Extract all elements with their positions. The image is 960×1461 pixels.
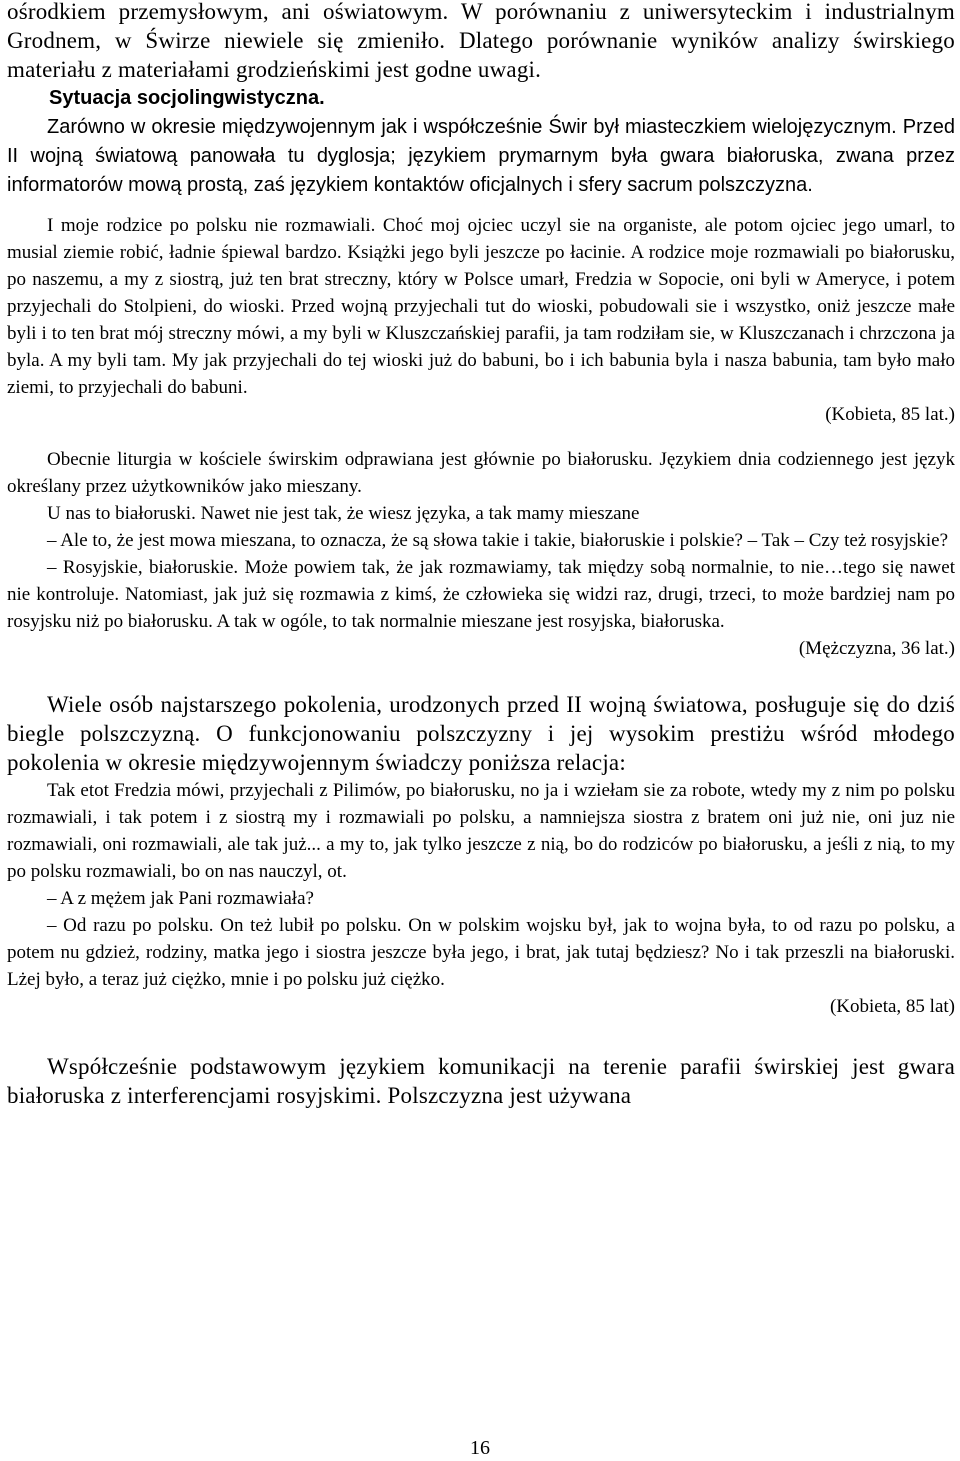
quote-2-line-c: – Rosyjskie, białoruskie. Może powiem tak, że jak rozmawiamy, tak między sobą normalnie, to nie…tego się nawet nie kontroluje. Natomiast, jak już się rozmawia z kimś, że człowieka się widzi raz, drugi, trzeci, to może bardziej nam po rosyjsku niż po białorusku. A tak w ogóle, to tak normalnie mieszane jest rosyjska, białoruska.: [7, 557, 955, 632]
intro-paragraph: ośrodkiem przemysłowym, ani oświatowym. W porównaniu z uniwersyteckim i industrialnym Grodnem, w Świrze niewiele się zmieniło. Dlatego porównanie wyników analizy świrskiego materiału z materiałami grodzieńskimi jest godne uwagi.: [7, 0, 955, 82]
quote-1-attribution: (Kobieta, 85 lat.): [825, 404, 955, 425]
quote-2-line-b: – Ale to, że jest mowa mieszana, to oznacza, że są słowa takie i takie, białoruskie i polskie? – Tak – Czy też rosyjskie?: [47, 530, 949, 551]
page-number: 16: [470, 1437, 490, 1459]
quote-3-line-a: Tak etot Fredzia mówi, przyjechali z Pilimów, po białorusku, no ja i wziełam sie za robote, wtedy my z nim po polsku rozmawiali, i tak potem i z siostrą my i rozmawiali po polsku, a namniejsza siostra z bratem oni już nie, oni juz nie rozmawiali, oni rozmawiali, ale tak już... a my to, jak tylko jeszcze z nią, bo do rodziców po białorusku, a jeśli z nią, to my po polsku rozmawiali, bo on nas nauczyl, ot.: [7, 780, 955, 882]
quote-3-line-b: – A z mężem jak Pani rozmawiała?: [47, 888, 314, 909]
quote-2-line-a: U nas to białoruski. Nawet nie jest tak, że wiesz języka, a tak mamy mieszane: [47, 503, 640, 524]
quote-3-attribution: (Kobieta, 85 lat): [829, 996, 955, 1017]
quote-2-attribution: (Mężczyzna, 36 lat.): [798, 638, 955, 659]
quote-1: I moje rodzice po polsku nie rozmawiali. Choć moj ojciec uczyl sie na organiste, ale potom ojciec jego umarl, to musial ziemie robić, ładnie śpiewal bardzo. Książki jego byli jeszcze po łacinie. A rodzice moje rozmawiali po białorusku, po naszemu, a my z siostrą, już ten brat streczny, który w Polsce umarł, Fredzia w Sopocie, oni byli w Ameryce, i potem przyjechali do Stolpieni, do wioski. Przed wojną przyjechali tut do wioski, pobudowali sie i wszystko, oniż jeszcze małe byli i to ten brat mój streczny mówi, a my byli w Kluszczańskiej parafii, ja tam rodziłam sie, w Kluszczanach i chrzczona ja byla. A my byli tam. My jak przyjechali do tej wioski już do babuni, bo i ich babunia byla i nasza babunia, tam było mało ziemi, to przyjechali do babuni.: [7, 215, 955, 398]
section-heading: Sytuacja socjolingwistyczna.: [49, 87, 325, 109]
paragraph-contemporary: Współcześnie podstawowym językiem komunikacji na terenie parafii świrskiej jest gwara białoruska z interferencjami rosyjskimi. Polszczyzna jest używana: [7, 1054, 955, 1108]
paragraph-liturgy: Obecnie liturgia w kościele świrskim odprawiana jest głównie po białorusku. Językiem dnia codziennego jest język określany przez użytkowników jako mieszany.: [7, 449, 955, 497]
paragraph-older-generation: Wiele osób najstarszego pokolenia, urodzonych przed II wojną światowa, posługuje się do dziś biegle polszczyzną. O funkcjonowaniu polszczyzny i jej wysokim prestiżu wśród młodego pokolenia w okresie międzywojennym świadczy poniższa relacja:: [7, 692, 955, 775]
document-page: [7, 0, 955, 1110]
quote-3-line-c: – Od razu po polsku. On też lubił po polsku. On w polskim wojsku był, jak to wojna była, to od razu po polsku, a potem nu gdzież, rodziny, matka jego i siostra jeszcze była jego, i brat, jak tutaj będziesz? No i tak przeszli na białoruski. Lżej było, a teraz już ciężko, mnie i po polsku już ciężko.: [7, 915, 955, 990]
paragraph-sociolinguistic: Zarówno w okresie międzywojennym jak i współcześnie Świr był miasteczkiem wielojęzycznym. Przed II wojną światową panowała tu dyglosja; językiem prymarnym była gwara białoruska, zwana przez informatorów mową prostą, zaś językiem kontaktów oficjalnych i sfery sacrum polszczyzna.: [7, 116, 955, 196]
